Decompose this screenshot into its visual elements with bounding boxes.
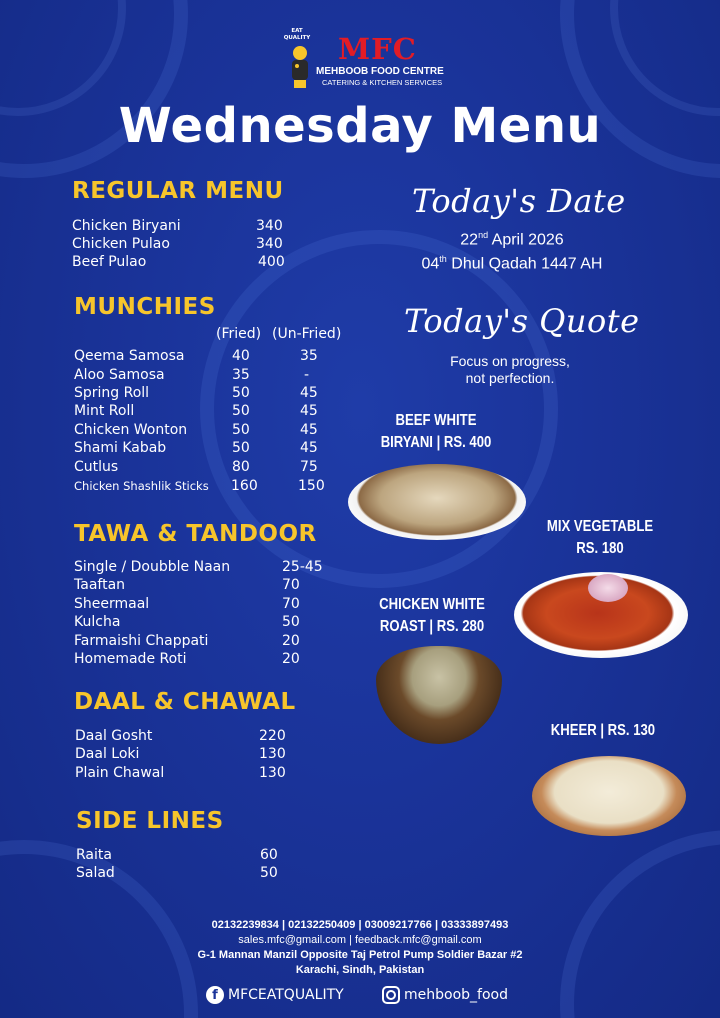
- side-item-name: Raita: [76, 847, 112, 863]
- munchies-item-fried: 50: [232, 403, 250, 419]
- munchies-item-unfried: 45: [300, 385, 318, 401]
- instagram-link[interactable]: [382, 986, 508, 1004]
- regular-item-price: 400: [258, 254, 285, 270]
- contact-phones: 02132239834 | 02132250409 | 03009217766 | 03333897493: [211, 919, 509, 931]
- regular-item-price: 340: [256, 218, 283, 234]
- brand-tagline: EAT QUALITY: [283, 28, 311, 41]
- daal-item-name: Daal Loki: [75, 746, 140, 762]
- section-heading-daal: DAAL & CHAWAL: [74, 689, 296, 715]
- munchies-item-name: Qeema Samosa: [74, 348, 185, 364]
- regular-item-name: Beef Pulao: [72, 254, 147, 270]
- regular-item-name: Chicken Biryani: [72, 218, 181, 234]
- daal-item-price: 130: [259, 746, 286, 762]
- munchies-item-fried: 160: [231, 478, 258, 494]
- tawa-item-price: 25-45: [282, 559, 323, 575]
- instagram-handle: mehboob_food: [404, 987, 508, 1003]
- tawa-item-name: Homemade Roti: [74, 651, 187, 667]
- tawa-item-name: Farmaishi Chappati: [74, 633, 209, 649]
- munchies-item-unfried: 150: [298, 478, 325, 494]
- munchies-item-name: Cutlus: [74, 459, 119, 475]
- gregorian-date: 22nd April 2026: [460, 230, 564, 249]
- munchies-item-name: Chicken Shashlik Sticks: [74, 479, 209, 493]
- munchies-col-unfried: (Un-Fried): [272, 326, 342, 342]
- munchies-item-fried: 50: [232, 385, 250, 401]
- social-links: [0, 986, 720, 1008]
- special-mix-vegetable-label: MIX VEGETABLE RS. 180: [546, 518, 654, 557]
- munchies-item-unfried: 45: [300, 403, 318, 419]
- brand-subtitle: CATERING & KITCHEN SERVICES: [322, 78, 443, 87]
- contact-emails: sales.mfc@gmail.com | feedback.mfc@gmail.com: [238, 934, 482, 946]
- daal-item-name: Plain Chawal: [75, 765, 165, 781]
- munchies-item-fried: 35: [232, 367, 250, 383]
- munchies-col-fried: (Fried): [216, 326, 262, 342]
- tawa-item-price: 70: [282, 596, 300, 612]
- regular-item-name: Chicken Pulao: [72, 236, 170, 252]
- onion-garnish-image: [588, 574, 628, 602]
- munchies-item-unfried: 45: [300, 440, 318, 456]
- section-heading-munchies: MUNCHIES: [74, 294, 216, 320]
- regular-item-price: 340: [256, 236, 283, 252]
- special-kheer-label: KHEER | RS. 130: [550, 722, 656, 739]
- date-heading: Today's Date: [412, 182, 626, 220]
- facebook-handle: MFCEATQUALITY: [228, 987, 344, 1003]
- tawa-item-price: 20: [282, 633, 300, 649]
- facebook-icon: f: [206, 986, 224, 1004]
- munchies-item-name: Shami Kabab: [74, 440, 167, 456]
- munchies-item-name: Aloo Samosa: [74, 367, 165, 383]
- tawa-item-price: 20: [282, 651, 300, 667]
- instagram-icon: [382, 986, 400, 1004]
- page-title: Wednesday Menu: [118, 98, 602, 154]
- munchies-item-unfried: 75: [300, 459, 318, 475]
- side-item-name: Salad: [76, 865, 115, 881]
- special-beef-biryani-label: BEEF WHITE BIRYANI | RS. 400: [380, 412, 492, 451]
- munchies-item-fried: 80: [232, 459, 250, 475]
- quote-text: Focus on progress, not perfection.: [450, 353, 570, 386]
- munchies-item-fried: 50: [232, 440, 250, 456]
- chef-mascot-icon: [282, 44, 318, 90]
- tawa-item-name: Sheermaal: [74, 596, 150, 612]
- brand-name: MEHBOOB FOOD CENTRE: [316, 66, 444, 77]
- section-heading-tawa: TAWA & TANDOOR: [74, 521, 317, 547]
- beef-biryani-image: [348, 464, 526, 540]
- munchies-item-name: Mint Roll: [74, 403, 135, 419]
- daal-item-price: 130: [259, 765, 286, 781]
- quote-heading: Today's Quote: [404, 302, 640, 340]
- munchies-item-name: Chicken Wonton: [74, 422, 188, 438]
- tawa-item-price: 50: [282, 614, 300, 630]
- kheer-image: [532, 756, 686, 836]
- side-item-price: 60: [260, 847, 278, 863]
- munchies-item-fried: 40: [232, 348, 250, 364]
- munchies-item-name: Spring Roll: [74, 385, 150, 401]
- tawa-item-name: Kulcha: [74, 614, 121, 630]
- munchies-item-unfried: 45: [300, 422, 318, 438]
- chicken-white-roast-image: [376, 646, 502, 744]
- section-heading-regular: REGULAR MENU: [72, 178, 284, 204]
- facebook-link[interactable]: [206, 986, 344, 1004]
- munchies-item-unfried: 35: [300, 348, 318, 364]
- special-chicken-roast-label: CHICKEN WHITE ROAST | RS. 280: [379, 596, 485, 635]
- munchies-item-fried: 50: [232, 422, 250, 438]
- section-heading-sides: SIDE LINES: [76, 808, 224, 834]
- address-line-1: G-1 Mannan Manzil Opposite Taj Petrol Pump Soldier Bazar #2: [197, 949, 523, 961]
- address-line-2: Karachi, Sindh, Pakistan: [295, 964, 425, 976]
- hijri-date: 04th Dhul Qadah 1447 AH: [421, 254, 603, 273]
- munchies-item-unfried: -: [304, 367, 310, 383]
- tawa-item-price: 70: [282, 577, 300, 593]
- tawa-item-name: Taaftan: [74, 577, 126, 593]
- tawa-item-name: Single / Doubble Naan: [74, 559, 231, 575]
- daal-item-name: Daal Gosht: [75, 728, 153, 744]
- daal-item-price: 220: [259, 728, 286, 744]
- brand-logo: [278, 14, 448, 92]
- side-item-price: 50: [260, 865, 278, 881]
- brand-logo-text: MFC: [338, 32, 417, 66]
